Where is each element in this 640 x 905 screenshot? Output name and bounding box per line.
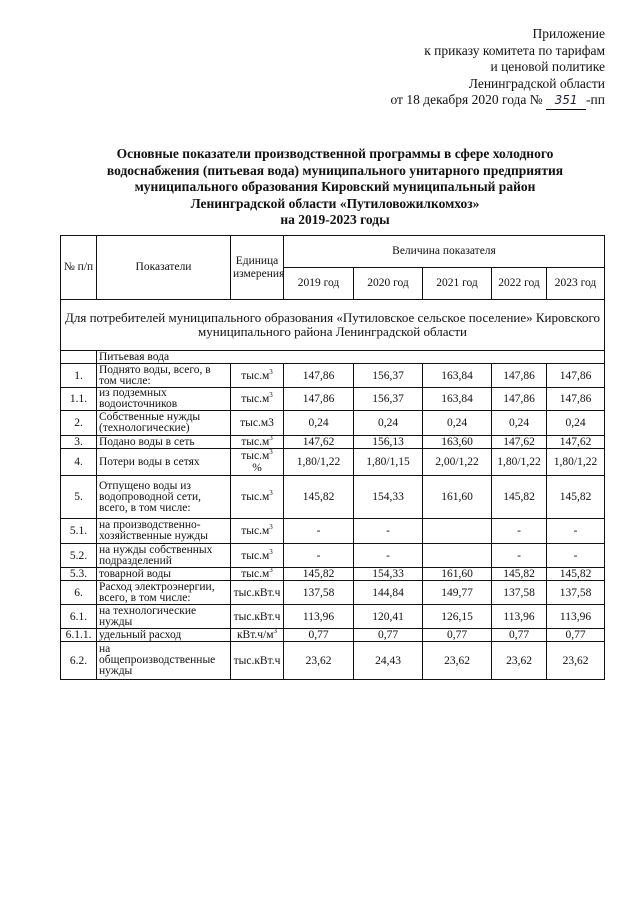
row-unit: $тыс.м^3$	[231, 388, 284, 411]
row-unit: тыс.кВт.ч	[231, 642, 284, 680]
row-unit: $кВт.ч/м^3$	[231, 629, 284, 642]
title-line: Ленинградской области «Путиловожилкомхоз»	[190, 195, 480, 211]
table-row	[61, 449, 605, 476]
row-value: 23,62	[547, 642, 605, 680]
row-value: 137,58	[492, 581, 547, 605]
header-year: 2022 год	[492, 268, 547, 300]
row-num: 6.1.1.	[61, 629, 97, 642]
title-line: муниципального образования Кировский муниципальный район	[134, 179, 536, 194]
row-indicator: Отпущено воды из водопроводной сети, всего, в том числе:	[97, 476, 231, 519]
row-value: -	[354, 519, 423, 544]
row-value: 163,84	[423, 364, 492, 388]
row-unit: $тыс.м^3$	[231, 436, 284, 449]
table-row	[61, 411, 605, 436]
row-value: 23,62	[492, 642, 547, 680]
row-value: 23,62	[423, 642, 492, 680]
table-row	[61, 364, 605, 388]
row-num: 6.1.	[61, 605, 97, 629]
table-row	[61, 388, 605, 411]
row-num: 5.3.	[61, 568, 97, 581]
appendix-line: Ленинградской области	[468, 75, 605, 91]
order-suffix: -пп	[586, 92, 605, 107]
row-value: 147,86	[284, 388, 354, 411]
row-value: 0,24	[354, 411, 423, 436]
header-unit: Единица измерения	[231, 236, 284, 300]
document-title	[100, 146, 570, 229]
header-year: 2020 год	[354, 268, 423, 300]
row-value: 147,62	[492, 436, 547, 449]
row-unit: $тыс.м^3$	[231, 568, 284, 581]
row-unit: $тыс.м^3$	[231, 544, 284, 568]
row-value: 147,86	[284, 364, 354, 388]
header-num: № п/п	[61, 236, 97, 300]
row-value: 23,62	[284, 642, 354, 680]
row-unit: $тыс.м^3$ %	[231, 449, 284, 476]
row-value: -	[354, 544, 423, 568]
row-value: -	[492, 519, 547, 544]
row-value: 163,84	[423, 388, 492, 411]
row-value: 147,86	[492, 388, 547, 411]
section-title: Питьевая вода	[97, 351, 605, 364]
row-value: 137,58	[284, 581, 354, 605]
row-value: 0,77	[354, 629, 423, 642]
row-value: 0,24	[547, 411, 605, 436]
row-value: 113,96	[284, 605, 354, 629]
row-unit: $тыс.м^3$	[231, 476, 284, 519]
row-value: 161,60	[423, 476, 492, 519]
row-value: 0,24	[284, 411, 354, 436]
header-year: 2019 год	[284, 268, 354, 300]
table-row	[61, 436, 605, 449]
row-value: 154,33	[354, 568, 423, 581]
row-value: 156,37	[354, 364, 423, 388]
table-row	[61, 605, 605, 629]
table-row	[61, 581, 605, 605]
row-unit: $тыс.м^3$	[231, 519, 284, 544]
row-indicator: Потери воды в сетях	[97, 449, 231, 476]
row-value: 0,77	[284, 629, 354, 642]
consumer-group-title: Для потребителей муниципального образования «Путиловское сельское поселение» Кировского муниципального района Ленинградской области	[61, 300, 605, 351]
row-value: -	[547, 544, 605, 568]
row-value: 144,84	[354, 581, 423, 605]
row-unit: $тыс.м^3$	[231, 364, 284, 388]
row-value: 1,80/1,15	[354, 449, 423, 476]
row-value: 145,82	[547, 568, 605, 581]
row-value: 0,77	[492, 629, 547, 642]
row-value: 2,00/1,22	[423, 449, 492, 476]
row-value: 145,82	[492, 476, 547, 519]
header-year: 2021 год	[423, 268, 492, 300]
row-num: 1.	[61, 364, 97, 388]
row-value: 113,96	[547, 605, 605, 629]
row-num: 4.	[61, 449, 97, 476]
row-value: 126,15	[423, 605, 492, 629]
appendix-line: и ценовой политике	[490, 59, 605, 74]
appendix-date-line	[390, 92, 605, 110]
row-indicator: товарной воды	[97, 568, 231, 581]
row-value: 113,96	[492, 605, 547, 629]
row-indicator: удельный расход	[97, 629, 231, 642]
appendix-date: от 18 декабря 2020 года №	[390, 92, 543, 107]
table-row	[61, 519, 605, 544]
row-value: 1,80/1,22	[492, 449, 547, 476]
title-line: на 2019-2023 годы	[280, 212, 390, 227]
row-value: 147,86	[547, 388, 605, 411]
title-line: Основные показатели производственной программы в сфере холодного	[116, 146, 554, 161]
row-value: 147,86	[547, 364, 605, 388]
row-value: 156,13	[354, 436, 423, 449]
row-unit: тыс.кВт.ч	[231, 581, 284, 605]
row-value: 0,24	[423, 411, 492, 436]
row-value: 161,60	[423, 568, 492, 581]
row-value: 145,82	[492, 568, 547, 581]
row-value	[423, 519, 492, 544]
row-indicator: на общепроизводственные нужды	[97, 642, 231, 680]
row-value: -	[284, 519, 354, 544]
row-indicator: на производственно-хозяйственные нужды	[97, 519, 231, 544]
row-num: 1.1.	[61, 388, 97, 411]
row-num: 5.	[61, 476, 97, 519]
row-indicator: на нужды собственных подразделений	[97, 544, 231, 568]
row-value: 120,41	[354, 605, 423, 629]
row-value: 1,80/1,22	[284, 449, 354, 476]
table-row	[61, 568, 605, 581]
row-value: 154,33	[354, 476, 423, 519]
order-number: 351	[546, 92, 586, 110]
title-line: водоснабжения (питьевая вода) муниципального унитарного предприятия	[106, 162, 564, 178]
row-value: 137,58	[547, 581, 605, 605]
row-value: 0,77	[547, 629, 605, 642]
row-value: 145,82	[284, 476, 354, 519]
row-value: 145,82	[547, 476, 605, 519]
row-value: 163,60	[423, 436, 492, 449]
table-row	[61, 476, 605, 519]
row-num: 5.2.	[61, 544, 97, 568]
row-value: 147,62	[547, 436, 605, 449]
table-row	[61, 544, 605, 568]
row-indicator: на технологические нужды	[97, 605, 231, 629]
row-value: 147,86	[492, 364, 547, 388]
appendix-line: к приказу комитета по тарифам	[424, 42, 605, 58]
row-indicator: Поднято воды, всего, в том числе:	[97, 364, 231, 388]
row-num: 3.	[61, 436, 97, 449]
row-value: 147,62	[284, 436, 354, 449]
row-value	[423, 544, 492, 568]
header-year: 2023 год	[547, 268, 605, 300]
section-num-cell	[61, 351, 97, 364]
row-value: 0,24	[492, 411, 547, 436]
table-row	[61, 642, 605, 680]
row-num: 6.2.	[61, 642, 97, 680]
header-indicator: Показатели	[97, 236, 231, 300]
header-value: Величина показателя	[284, 236, 605, 268]
row-num: 5.1.	[61, 519, 97, 544]
indicators-table	[60, 235, 605, 680]
row-value: -	[547, 519, 605, 544]
row-value: 156,37	[354, 388, 423, 411]
appendix-block	[390, 26, 605, 110]
row-value: -	[284, 544, 354, 568]
row-indicator: Расход электроэнергии, всего, в том числе:	[97, 581, 231, 605]
row-unit: тыс.кВт.ч	[231, 605, 284, 629]
row-value: 149,77	[423, 581, 492, 605]
row-value: 145,82	[284, 568, 354, 581]
row-indicator: из подземных водоисточников	[97, 388, 231, 411]
appendix-line: Приложение	[532, 26, 605, 41]
row-value: 24,43	[354, 642, 423, 680]
row-value: 1,80/1,22	[547, 449, 605, 476]
row-value: -	[492, 544, 547, 568]
row-value: 0,77	[423, 629, 492, 642]
table-row	[61, 629, 605, 642]
row-indicator: Собственные нужды (технологические)	[97, 411, 231, 436]
row-num: 6.	[61, 581, 97, 605]
row-indicator: Подано воды в сеть	[97, 436, 231, 449]
row-unit: тыс.м3	[231, 411, 284, 436]
row-num: 2.	[61, 411, 97, 436]
